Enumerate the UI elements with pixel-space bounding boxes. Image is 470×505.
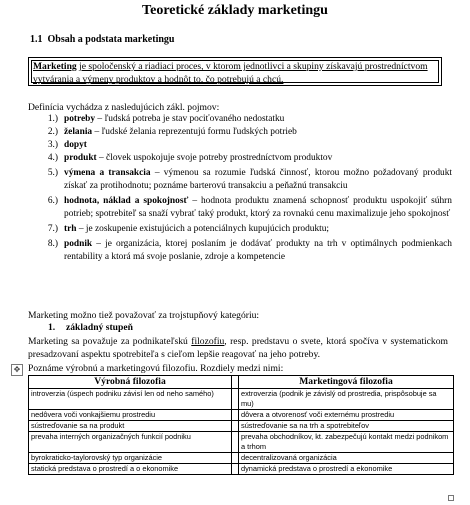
table-cell-spacer — [232, 421, 239, 432]
list-item — [36, 167, 452, 193]
section-heading — [30, 34, 174, 45]
stages-intro: Marketing možno tiež považovať za trojstupňový kategóriu: — [28, 310, 260, 321]
list-item — [36, 238, 452, 264]
list-item-number: 8.) — [47, 239, 58, 249]
table-cell-marketing: decentralizovaná organizácia — [239, 453, 454, 464]
table-row — [29, 464, 454, 475]
table-cell-spacer — [232, 389, 239, 410]
stage-label: základný stupeň — [66, 322, 133, 333]
list-item — [36, 195, 452, 221]
concept-list — [36, 113, 452, 266]
list-item-number: 3.) — [47, 140, 58, 150]
stage-heading — [48, 322, 133, 333]
table-cell-marketing: sústreďovanie sa na trh a spotrebiteľov — [239, 421, 454, 432]
list-item-number: 1.) — [47, 114, 58, 124]
table-cell-production: byrokraticko-taylorovský typ organizácie — [29, 453, 232, 464]
table-cell-marketing: dôvera a otvorenosť voči externému prostrediu — [239, 410, 454, 421]
table-cell-production: statická predstava o prostredí a o ekonomike — [29, 464, 232, 475]
list-item-term: podnik — [64, 239, 93, 249]
table-move-handle-icon[interactable]: ✥ — [11, 364, 23, 376]
stage-number: 1. — [48, 322, 56, 333]
list-item-term: hodnota, náklad a spokojnosť — [64, 196, 189, 206]
list-item — [36, 126, 452, 139]
list-item-description: – je zoskupenie existujúcich a potenciálnych kupujúcich produktu; — [76, 224, 330, 234]
table-row — [29, 432, 454, 453]
table-header-spacer — [232, 376, 239, 389]
table-header-row — [29, 376, 454, 389]
table-cell-spacer — [232, 453, 239, 464]
list-item-description: – ľudské želania reprezentujú formu ľudských potrieb — [92, 127, 297, 137]
table-cell-spacer — [232, 432, 239, 453]
list-item-description: – ľudská potreba je stav pociťovaného nedostatku — [95, 114, 285, 124]
list-item-description: – je organizácia, ktorej poslaním je dodávať produkty na trh v optimálnych podmienkach rentability a ktorá má svoje poslanie, zdroje a kompetencie — [64, 239, 452, 262]
list-item-number: 6.) — [47, 196, 58, 206]
table-cell-marketing: extroverzia (podnik je závislý od prostredia, prispôsobuje sa mu) — [239, 389, 454, 410]
table-cell-spacer — [232, 464, 239, 475]
end-of-cell-marker — [448, 495, 454, 501]
table-body — [29, 389, 454, 475]
table-cell-production: introverzia (úspech podniku závisí len od neho samého) — [29, 389, 232, 410]
list-item — [36, 223, 452, 236]
list-item-number: 7.) — [47, 224, 58, 234]
list-item — [36, 152, 452, 165]
table-row — [29, 410, 454, 421]
table-row — [29, 389, 454, 410]
list-item — [36, 113, 452, 126]
table-cell-production: nedôvera voči vonkajšiemu prostrediu — [29, 410, 232, 421]
list-item-term: potreby — [64, 114, 96, 124]
list-item-number: 2.) — [47, 127, 58, 137]
document-title: Teoretické základy marketingu — [142, 3, 328, 18]
compare-intro: Poznáme výrobnú a marketingovú filozofiu. Rozdiely medzi nimi: — [28, 363, 284, 374]
list-item-number: 4.) — [47, 153, 58, 163]
table-header-marketing: Marketingová filozofia — [239, 376, 454, 389]
section-number: 1.1 — [30, 34, 43, 45]
table-cell-production: prevaha interných organizačných funkcií podniku — [29, 432, 232, 453]
definition-text — [33, 60, 437, 86]
concepts-intro: Definícia vychádza z nasledujúcich zákl. pojmov: — [28, 102, 220, 113]
table-cell-marketing: dynamická predstava o prostredí a ekonomike — [239, 464, 454, 475]
list-item — [36, 139, 452, 152]
stage-text-before: Marketing sa považuje za podnikateľskú — [28, 336, 192, 347]
definition-term: Marketing — [33, 61, 77, 72]
list-item-term: želania — [64, 127, 93, 137]
stage-text-link[interactable]: filozofiu — [191, 336, 225, 347]
list-item-description: – výmenou sa rozumie ľudská činnosť, ktorou možno požadovaný produkt získať za protihodnotu; poznáme barterovú transakciu a peňažnú transakciu — [64, 168, 452, 191]
table-row — [29, 421, 454, 432]
stage-text-after: , resp. predstavu o svete, ktorá spočíva v systematickom presadzovaní aspektu spotrebiteľa s cieľom lepšie reagovať na jeho potreby. — [28, 336, 448, 360]
section-title: Obsah a podstata marketingu — [47, 34, 175, 45]
table-row — [29, 453, 454, 464]
stage-paragraph — [28, 335, 448, 361]
list-item-description: – hodnota produktu znamená schopnosť produktu uspokojiť súhrn potrieb; spotrebiteľ sa snaží vybrať taký produkt, ktorý za rovnakú cenu maximalizuje jeho spokojnosť — [64, 196, 452, 219]
list-item-term: dopyt — [64, 140, 87, 150]
list-item-term: trh — [64, 224, 77, 234]
definition-box — [28, 57, 442, 86]
table-cell-spacer — [232, 410, 239, 421]
list-item-description: – človek uspokojuje svoje potreby prostredníctvom produktov — [96, 153, 333, 163]
list-item-term: výmena a transakcia — [64, 168, 151, 178]
list-item-term: produkt — [64, 153, 97, 163]
comparison-table — [28, 375, 454, 475]
definition-body: je spoločenský a riadiaci proces, v ktorom jednotlivci a skupiny získavajú prostredníctvom vytvárania a výmeny produktov a hodnôt to, čo potrebujú a chcú. — [33, 61, 428, 85]
table-cell-production: sústreďovanie sa na produkt — [29, 421, 232, 432]
list-item-number: 5.) — [47, 168, 58, 178]
table-cell-marketing: prevaha obchodníkov, kt. zabezpečujú kontakt medzi podnikom a trhom — [239, 432, 454, 453]
table-header-production: Výrobná filozofia — [29, 376, 232, 389]
